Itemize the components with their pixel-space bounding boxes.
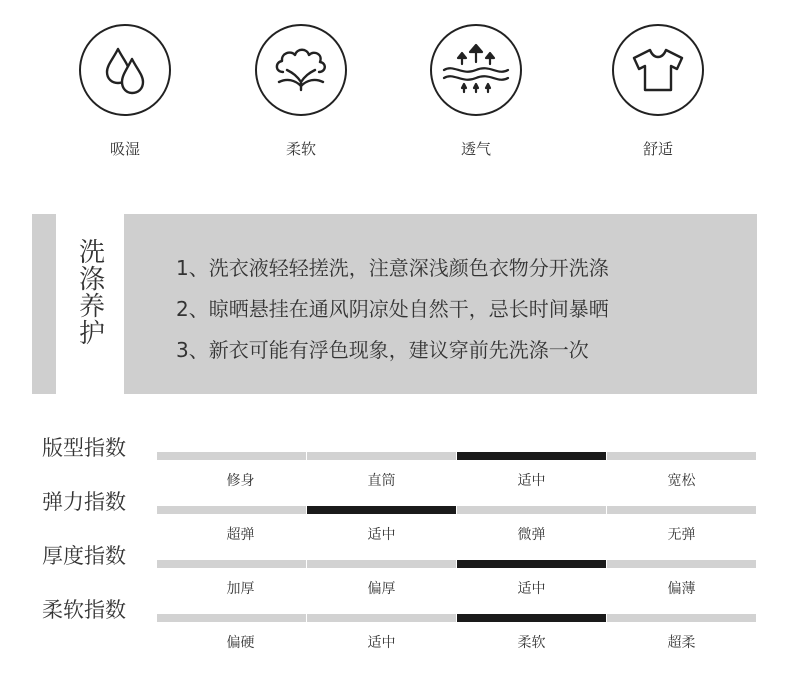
index-option: 微弹 xyxy=(517,527,546,543)
index-segment xyxy=(307,614,456,622)
index-option: 直筒 xyxy=(367,473,396,489)
index-option: 适中 xyxy=(517,473,546,489)
index-option: 偏薄 xyxy=(667,581,696,597)
feature-absorbent xyxy=(65,24,185,159)
index-name: 厚度指数 xyxy=(42,544,126,568)
index-option: 修身 xyxy=(226,473,255,489)
index-segment xyxy=(457,614,606,622)
index-option: 柔软 xyxy=(517,635,546,651)
care-instructions-box xyxy=(124,214,757,394)
feature-label: 透气 xyxy=(460,140,491,158)
index-thickness xyxy=(0,540,790,598)
index-segment xyxy=(607,506,756,514)
water-drops-icon xyxy=(79,24,171,116)
care-instruction-list xyxy=(176,248,609,371)
index-segment xyxy=(157,614,306,622)
index-segment xyxy=(607,452,756,460)
breathable-icon xyxy=(430,24,522,116)
index-option: 超弹 xyxy=(226,527,255,543)
feature-soft xyxy=(241,24,361,159)
index-softness xyxy=(0,594,790,652)
index-option: 适中 xyxy=(367,527,396,543)
index-segment xyxy=(307,452,456,460)
care-instruction: 3、新衣可能有浮色现象，建议穿前先洗涤一次 xyxy=(176,338,589,362)
index-segment xyxy=(607,614,756,622)
index-option: 偏硬 xyxy=(226,635,255,651)
index-option: 超柔 xyxy=(667,635,696,651)
index-segment xyxy=(457,560,606,568)
feature-row xyxy=(0,0,790,190)
index-segment xyxy=(307,560,456,568)
feature-label: 舒适 xyxy=(642,140,673,158)
cotton-icon xyxy=(255,24,347,116)
index-name: 弹力指数 xyxy=(42,490,126,514)
index-fit xyxy=(0,432,790,490)
index-segment xyxy=(157,560,306,568)
index-name: 版型指数 xyxy=(42,436,126,460)
index-option: 加厚 xyxy=(226,581,255,597)
tshirt-icon xyxy=(612,24,704,116)
index-elasticity xyxy=(0,486,790,544)
care-side-bar xyxy=(32,214,56,394)
index-segment xyxy=(157,506,306,514)
index-option: 适中 xyxy=(517,581,546,597)
index-segment xyxy=(307,506,456,514)
care-section xyxy=(32,214,757,394)
index-segment xyxy=(157,452,306,460)
care-instruction: 1、洗衣液轻轻搓洗，注意深浅颜色衣物分开洗涤 xyxy=(176,256,609,280)
index-option: 偏厚 xyxy=(367,581,396,597)
feature-comfort xyxy=(598,24,718,159)
index-name: 柔软指数 xyxy=(42,598,126,622)
feature-label: 吸湿 xyxy=(109,140,140,158)
feature-breathable xyxy=(416,24,536,159)
index-segment xyxy=(457,452,606,460)
index-option: 适中 xyxy=(367,635,396,651)
care-instruction: 2、晾晒悬挂在通风阴凉处自然干，忌长时间暴晒 xyxy=(176,297,609,321)
care-title: 洗 涤 养 护 xyxy=(78,238,105,349)
index-option: 无弹 xyxy=(667,527,696,543)
feature-label: 柔软 xyxy=(285,140,316,158)
index-segment xyxy=(607,560,756,568)
index-segment xyxy=(457,506,606,514)
index-option: 宽松 xyxy=(667,473,696,489)
